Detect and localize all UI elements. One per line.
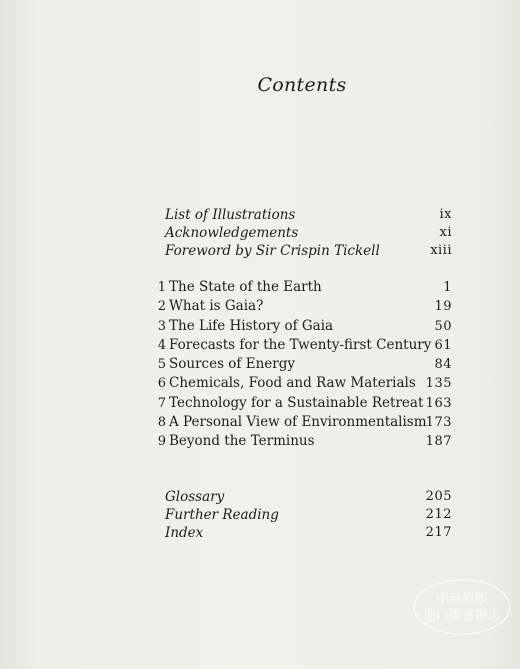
entry-title: The Life History of Gaia [169,317,334,334]
toc-entry [120,336,452,355]
entry-page: xi [439,225,452,240]
toc-entry [120,278,452,297]
entry-title: Chemicals, Food and Raw Materials [169,375,416,392]
chapter-number: 4 [157,337,166,353]
toc-entry [120,394,452,413]
entry-title: Glossary [165,489,225,505]
entry-page: 212 [425,507,452,522]
stamp-ring [414,580,510,634]
entry-title: Beyond the Terminus [169,433,315,450]
back-matter-list [120,488,452,542]
entry-page: 205 [425,489,452,504]
entry-page: 1 [443,280,452,295]
entry-title: Foreword by Sir Crispin Tickell [165,243,380,259]
entry-title: Index [165,525,204,541]
entry-title: Sources of Energy [169,356,295,373]
entry-title: Technology for a Sustainable Retreat [169,394,424,411]
entry-page: 61 [434,337,452,353]
chapter-number: 8 [157,415,166,431]
entry-title: Further Reading [165,507,279,523]
chapter-number: 2 [157,299,166,315]
chapter-number: 3 [157,318,166,334]
chapter-number: 7 [157,395,166,411]
toc-entry [120,432,452,451]
front-matter-list [120,206,452,260]
toc-entry [120,506,452,524]
toc-entry [120,242,452,260]
entry-title: What is Gaia? [169,298,264,315]
entry-page: 135 [425,376,452,392]
chapter-list [120,278,452,452]
watermark-stamp [412,578,512,636]
entry-page: 217 [425,525,452,540]
toc-entry [120,488,452,506]
watermark-line-2: 進口圖書標志 [422,609,502,624]
entry-title: A Personal View of Environmentalism [169,414,427,431]
entry-page: 50 [434,318,452,334]
entry-page: ix [439,207,452,222]
entry-page: 173 [425,415,452,431]
toc-entry [120,524,452,542]
entry-page: 19 [434,299,452,315]
chapter-number: 5 [157,357,166,373]
entry-title: Forecasts for the Twenty-first Century [169,336,432,353]
entry-page: xiii [430,243,452,258]
entry-title: List of Illustrations [165,207,296,223]
chapter-number: 9 [157,434,166,450]
chapter-number: 1 [157,280,166,295]
toc-entry [120,355,452,374]
toc-entry [120,374,452,393]
entry-page: 163 [425,395,452,411]
entry-title: The State of the Earth [169,279,322,295]
watermark-line-1: 中商原版 [435,592,489,607]
entry-page: 187 [425,434,452,450]
chapter-number: 6 [157,376,166,392]
toc-entry [120,413,452,432]
entry-page: 84 [434,357,452,373]
toc-entry [120,317,452,336]
entry-title: Acknowledgements [165,225,299,241]
page-title: Contents [257,74,347,96]
toc-entry [120,206,452,224]
toc-entry [120,297,452,316]
toc-entry [120,224,452,242]
